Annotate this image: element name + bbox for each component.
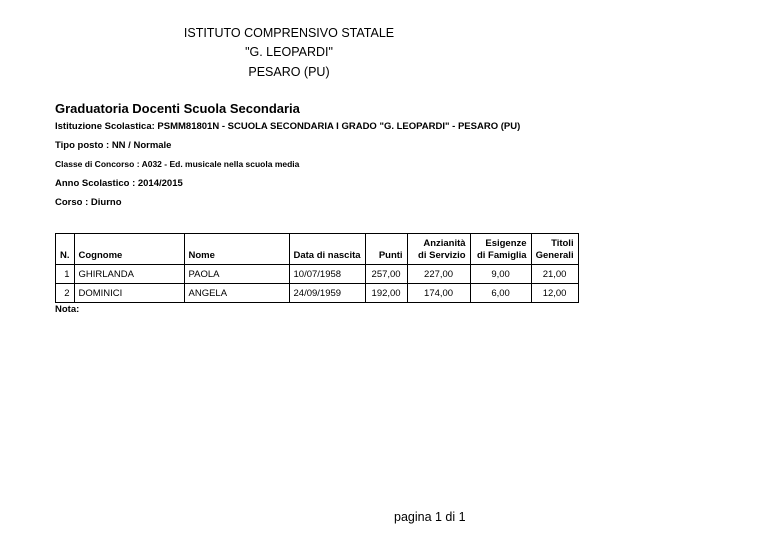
cell-esigenze: 6,00 [470,284,531,303]
header-n: N. [56,234,75,265]
graduatoria-table [55,233,579,303]
cell-esigenze: 9,00 [470,265,531,284]
header-nome: Nome [184,234,289,265]
table-row [56,284,579,303]
school-name: ISTITUTO COMPRENSIVO STATALE [183,26,395,40]
cell-nome: PAOLA [184,265,289,284]
classe-concorso-line: Classe di Concorso : A032 - Ed. musicale nella scuola media [55,159,300,169]
cell-cognome: GHIRLANDA [74,265,184,284]
anno-scolastico-line: Anno Scolastico : 2014/2015 [55,178,183,189]
nota-label: Nota: [55,304,80,315]
header-cognome: Cognome [74,234,184,265]
header-punti: Punti [365,234,407,265]
header-anzianita-2: di Servizio [418,250,466,261]
header-esigenze-2: di Famiglia [476,250,527,261]
cell-n: 1 [56,265,75,284]
cell-anzianita: 174,00 [407,284,470,303]
cell-titoli: 12,00 [531,284,578,303]
cell-n: 2 [56,284,75,303]
cell-titoli: 21,00 [531,265,578,284]
istituzione-line: Istituzione Scolastica: PSMM81801N - SCUOLA SECONDARIA I GRADO "G. LEOPARDI" - PESARO (PU) [55,121,521,132]
document-title: Graduatoria Docenti Scuola Secondaria [55,101,300,116]
table-header-row [56,234,579,265]
corso-line: Corso : Diurno [55,197,122,208]
header-titoli-2: Generali [535,250,574,261]
cell-data-nascita: 24/09/1959 [289,284,365,303]
cell-punti: 192,00 [365,284,407,303]
page-number: pagina 1 di 1 [394,510,466,524]
school-location: PESARO (PU) [248,65,330,79]
header-esigenze [470,234,531,265]
header-anzianita-1: Anzianità [423,238,466,249]
header-data-nascita: Data di nascita [289,234,365,265]
cell-cognome: DOMINICI [74,284,184,303]
header-titoli [531,234,578,265]
header-titoli-1: Titoli [551,238,574,249]
cell-anzianita: 227,00 [407,265,470,284]
cell-nome: ANGELA [184,284,289,303]
cell-data-nascita: 10/07/1958 [289,265,365,284]
cell-punti: 257,00 [365,265,407,284]
tipo-posto-line: Tipo posto : NN / Normale [55,140,172,151]
header-anzianita [407,234,470,265]
header-esigenze-1: Esigenze [485,238,527,249]
school-subtitle: "G. LEOPARDI" [245,45,333,59]
table-row [56,265,579,284]
